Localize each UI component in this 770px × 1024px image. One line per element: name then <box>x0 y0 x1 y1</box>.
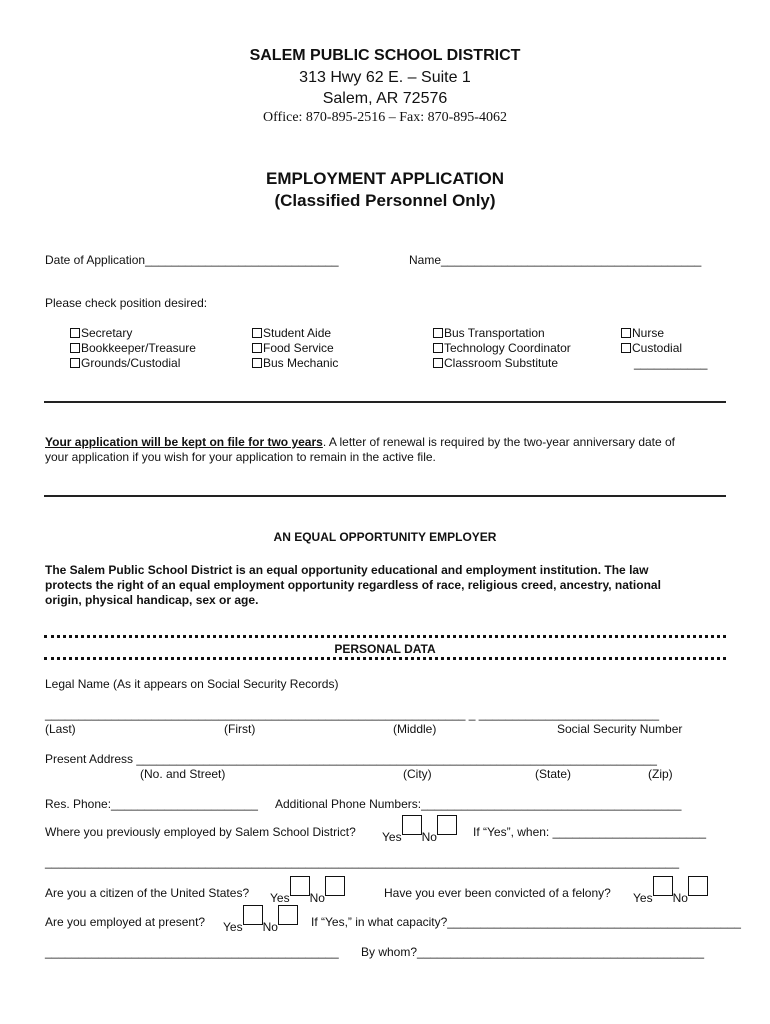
position-option[interactable]: Secretary <box>70 326 196 341</box>
position-option[interactable]: Bus Transportation <box>433 326 571 341</box>
position-option[interactable]: Technology Coordinator <box>433 341 571 356</box>
position-option[interactable]: Bookkeeper/Treasure <box>70 341 196 356</box>
yes-checkbox[interactable] <box>402 815 422 835</box>
felony-options <box>633 876 708 905</box>
position-column-2 <box>252 326 338 371</box>
checkbox[interactable] <box>621 343 631 353</box>
employed-question: Are you employed at present? <box>45 915 206 929</box>
no-label: No <box>672 891 688 905</box>
retention-notice-line2: your application if you wish for your application to remain in the active file. <box>45 450 436 464</box>
form-subtitle: (Classified Personnel Only) <box>274 191 496 210</box>
previously-employed-options <box>382 815 457 844</box>
no-label: No <box>262 920 278 934</box>
position-column-4 <box>621 326 707 371</box>
name-field[interactable]: Name_______________________________________ <box>409 253 702 267</box>
middle-name-caption: (Middle) <box>393 722 437 736</box>
divider <box>44 401 726 403</box>
legal-name-field[interactable]: _______________________________________________________________ _ ___________________________ <box>45 707 659 721</box>
no-checkbox[interactable] <box>688 876 708 896</box>
eoe-heading: AN EQUAL OPPORTUNITY EMPLOYER <box>273 530 497 544</box>
position-option[interactable]: Custodial <box>621 341 707 356</box>
checkbox[interactable] <box>252 343 262 353</box>
checkbox[interactable] <box>70 358 80 368</box>
position-option[interactable]: Nurse <box>621 326 707 341</box>
checkbox[interactable] <box>621 328 631 338</box>
dotted-divider <box>44 657 726 660</box>
no-label: No <box>309 891 325 905</box>
blank-line-field[interactable]: _______________________________________________________________________________________________ <box>45 855 680 869</box>
yes-label: Yes <box>633 891 653 905</box>
checkbox[interactable] <box>70 343 80 353</box>
checkbox[interactable] <box>252 328 262 338</box>
residence-phone-field[interactable]: Res. Phone:______________________ <box>45 797 258 811</box>
present-address-field[interactable]: Present Address ______________________________________________________________________________ <box>45 752 657 766</box>
yes-label: Yes <box>270 891 290 905</box>
retention-notice-text: . A letter of renewal is required by the two-year anniversary date of <box>322 435 676 449</box>
yes-label: Yes <box>382 830 402 844</box>
yes-checkbox[interactable] <box>653 876 673 896</box>
district-address-line2: Salem, AR 72576 <box>322 90 448 107</box>
yes-checkbox[interactable] <box>243 905 263 925</box>
date-of-application-field[interactable]: Date of Application_____________________________ <box>45 253 339 267</box>
checkbox[interactable] <box>433 358 443 368</box>
retention-notice-emphasis: Your application will be kept on file for two years <box>45 435 323 449</box>
no-checkbox[interactable] <box>278 905 298 925</box>
employer-line-field[interactable]: ____________________________________________ <box>45 945 339 959</box>
divider <box>44 495 726 497</box>
ssn-caption: Social Security Number <box>557 722 683 736</box>
capacity-field[interactable]: If “Yes,” in what capacity?____________________________________________ <box>311 915 741 929</box>
district-contact: Office: 870-895-2516 – Fax: 870-895-4062 <box>263 110 507 125</box>
eoe-statement-line3: origin, physical handicap, sex or age. <box>45 593 259 607</box>
citizen-options <box>270 876 345 905</box>
by-whom-field[interactable]: By whom?___________________________________________ <box>361 945 704 959</box>
eoe-statement-line1: The Salem Public School District is an equal opportunity educational and employment institution. The law <box>45 563 649 577</box>
last-name-caption: (Last) <box>45 722 76 736</box>
employed-options <box>223 905 298 934</box>
checkbox[interactable] <box>433 343 443 353</box>
form-title: EMPLOYMENT APPLICATION <box>266 169 504 188</box>
no-checkbox[interactable] <box>325 876 345 896</box>
additional-phone-field[interactable]: Additional Phone Numbers:_______________________________________ <box>275 797 682 811</box>
zip-caption: (Zip) <box>648 767 673 781</box>
no-label: No <box>421 830 437 844</box>
district-address-line1: 313 Hwy 62 E. – Suite 1 <box>299 69 471 86</box>
city-caption: (City) <box>403 767 432 781</box>
checkbox[interactable] <box>252 358 262 368</box>
position-option[interactable]: Food Service <box>252 341 338 356</box>
checkbox[interactable] <box>433 328 443 338</box>
state-caption: (State) <box>535 767 572 781</box>
position-column-1 <box>70 326 196 371</box>
felony-question: Have you ever been convicted of a felony? <box>384 886 611 900</box>
position-prompt: Please check position desired: <box>45 296 208 310</box>
position-option[interactable]: Grounds/Custodial <box>70 356 196 371</box>
district-name: SALEM PUBLIC SCHOOL DISTRICT <box>249 47 521 64</box>
retention-notice-line1 <box>45 435 675 449</box>
yes-label: Yes <box>223 920 243 934</box>
if-yes-when-field[interactable]: If “Yes”, when: _______________________ <box>473 825 707 839</box>
street-caption: (No. and Street) <box>140 767 226 781</box>
position-option[interactable]: Student Aide <box>252 326 338 341</box>
checkbox[interactable] <box>70 328 80 338</box>
eoe-statement-line2: protects the right of an equal employment opportunity regardless of race, religious creed, ancestry, national <box>45 578 661 592</box>
other-position-field[interactable]: ___________ <box>634 356 708 370</box>
previously-employed-question: Where you previously employed by Salem School District? <box>45 825 356 839</box>
position-column-3 <box>433 326 571 371</box>
no-checkbox[interactable] <box>437 815 457 835</box>
dotted-divider <box>44 635 726 638</box>
personal-data-heading: PERSONAL DATA <box>334 642 436 656</box>
yes-checkbox[interactable] <box>290 876 310 896</box>
legal-name-label: Legal Name (As it appears on Social Security Records) <box>45 677 339 691</box>
citizen-question: Are you a citizen of the United States? <box>45 886 250 900</box>
position-option[interactable]: Classroom Substitute <box>433 356 571 371</box>
position-option[interactable]: Bus Mechanic <box>252 356 338 371</box>
first-name-caption: (First) <box>224 722 256 736</box>
